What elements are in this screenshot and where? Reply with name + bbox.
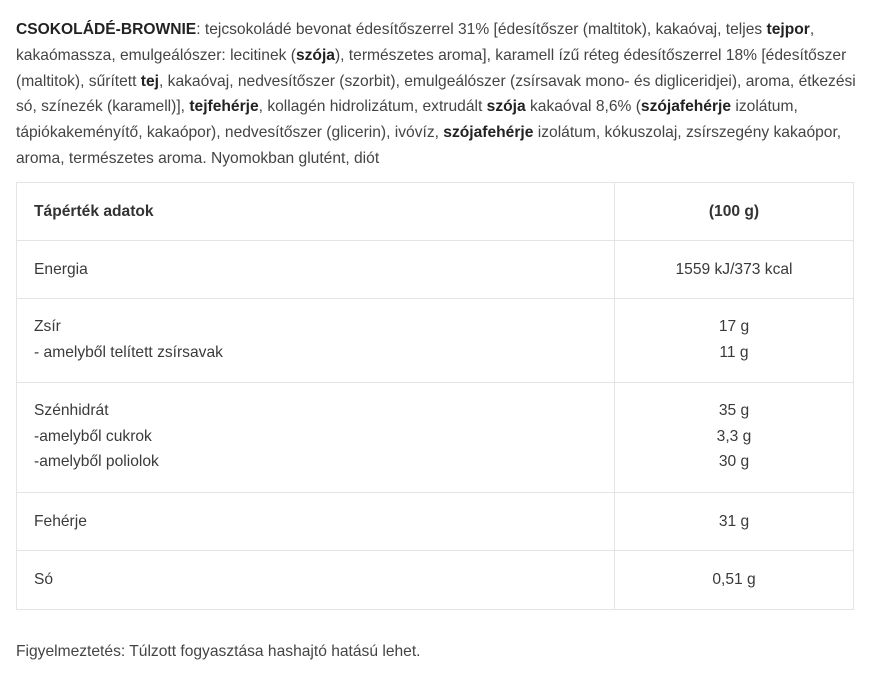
nutrition-row-protein bbox=[17, 493, 854, 551]
nutrition-label: Szénhidrát bbox=[34, 402, 109, 419]
nutrition-row-energy bbox=[17, 241, 854, 299]
ingredient-segment: szója bbox=[486, 98, 526, 116]
nutrition-value: 17 g bbox=[718, 318, 750, 335]
nutrition-label-cell bbox=[17, 241, 615, 299]
ingredient-segment: , kollagén hidrolizátum, extrudált bbox=[258, 98, 487, 116]
nutrition-label: Só bbox=[34, 571, 54, 589]
nutrition-value: 0,51 g bbox=[712, 571, 756, 589]
nutrition-label: Fehérje bbox=[34, 512, 87, 530]
ingredient-segment: : tejcsokoládé bevonat édesítőszerrel 31% [édesítőszer (maltitok), kakaóvaj, teljes bbox=[196, 21, 767, 38]
ingredient-segment: tejfehérje bbox=[189, 98, 259, 116]
nutrition-value: 1559 kJ/373 kcal bbox=[675, 260, 793, 278]
nutrition-subvalue: 3,3 g bbox=[716, 427, 752, 445]
nutrition-header-row bbox=[17, 183, 854, 241]
ingredient-segment: CSOKOLÁDÉ-BROWNIE bbox=[16, 21, 197, 38]
ingredient-segment: szója bbox=[295, 46, 335, 64]
nutrition-label-cell bbox=[17, 383, 615, 493]
nutrition-row-fat bbox=[17, 299, 854, 383]
nutrition-value-cell bbox=[615, 299, 854, 383]
nutrition-row-carbs bbox=[17, 383, 854, 493]
ingredient-segment: kakaóval 8,6% ( bbox=[525, 98, 641, 116]
nutrition-label-cell bbox=[17, 551, 615, 610]
nutrition-value: 35 g bbox=[718, 402, 750, 419]
nutrition-sublabel: - amelyből telített zsírsavak bbox=[34, 343, 223, 361]
nutrition-subvalue: 11 g bbox=[719, 343, 749, 361]
nutrition-label-cell bbox=[17, 299, 615, 383]
warning-text: Figyelmeztetés: Túlzott fogyasztása hashajtó hatású lehet. bbox=[16, 643, 421, 660]
ingredient-segment: , kakaómassza, emulgeálószer: lecitinek ( bbox=[16, 21, 815, 64]
ingredient-segment: ), természetes aroma], karamell ízű réteg édesítőszerrel 18% [édesítőszer (maltitok), sűrített bbox=[16, 46, 847, 90]
nutrition-table bbox=[16, 182, 854, 610]
ingredients-text bbox=[16, 17, 861, 172]
nutrition-subvalue: 30 g bbox=[718, 453, 750, 471]
ingredient-segment: tej bbox=[140, 72, 159, 90]
ingredient-segment: tejpor bbox=[766, 21, 810, 38]
nutrition-value-cell bbox=[615, 493, 854, 551]
nutrition-value-cell bbox=[615, 241, 854, 299]
nutrition-row-salt bbox=[17, 551, 854, 610]
nutrition-label-cell bbox=[17, 493, 615, 551]
nutrition-sublabel: -amelyből cukrok bbox=[34, 427, 152, 445]
ingredient-segment: szójafehérje bbox=[640, 98, 732, 116]
ingredient-segment: izolátum, tápiókakeményítő, kakaópor), nedvesítőszer (glicerin), ivóvíz, bbox=[16, 98, 798, 142]
nutrition-header-label: Tápérték adatok bbox=[17, 183, 615, 241]
nutrition-sublabel: -amelyből poliolok bbox=[34, 453, 159, 471]
ingredient-segment: szójafehérje bbox=[443, 124, 534, 142]
nutrition-value-cell bbox=[615, 383, 854, 493]
nutrition-value: 31 g bbox=[718, 512, 750, 530]
nutrition-value-cell bbox=[615, 551, 854, 610]
ingredient-segment: , kakaóvaj, nedvesítőszer (szorbit), emulgeálószer (zsírsavak mono- és digliceridjei), aroma, étkezési só, színezék (karamell)], bbox=[16, 72, 856, 116]
nutrition-header-value: (100 g) bbox=[615, 183, 854, 241]
nutrition-label: Zsír bbox=[34, 318, 61, 335]
nutrition-label: Energia bbox=[34, 260, 88, 278]
ingredient-segment: izolátum, kókuszolaj, zsírszegény kakaópor, aroma, természetes aroma. Nyomokban glutént, diót bbox=[16, 124, 842, 167]
